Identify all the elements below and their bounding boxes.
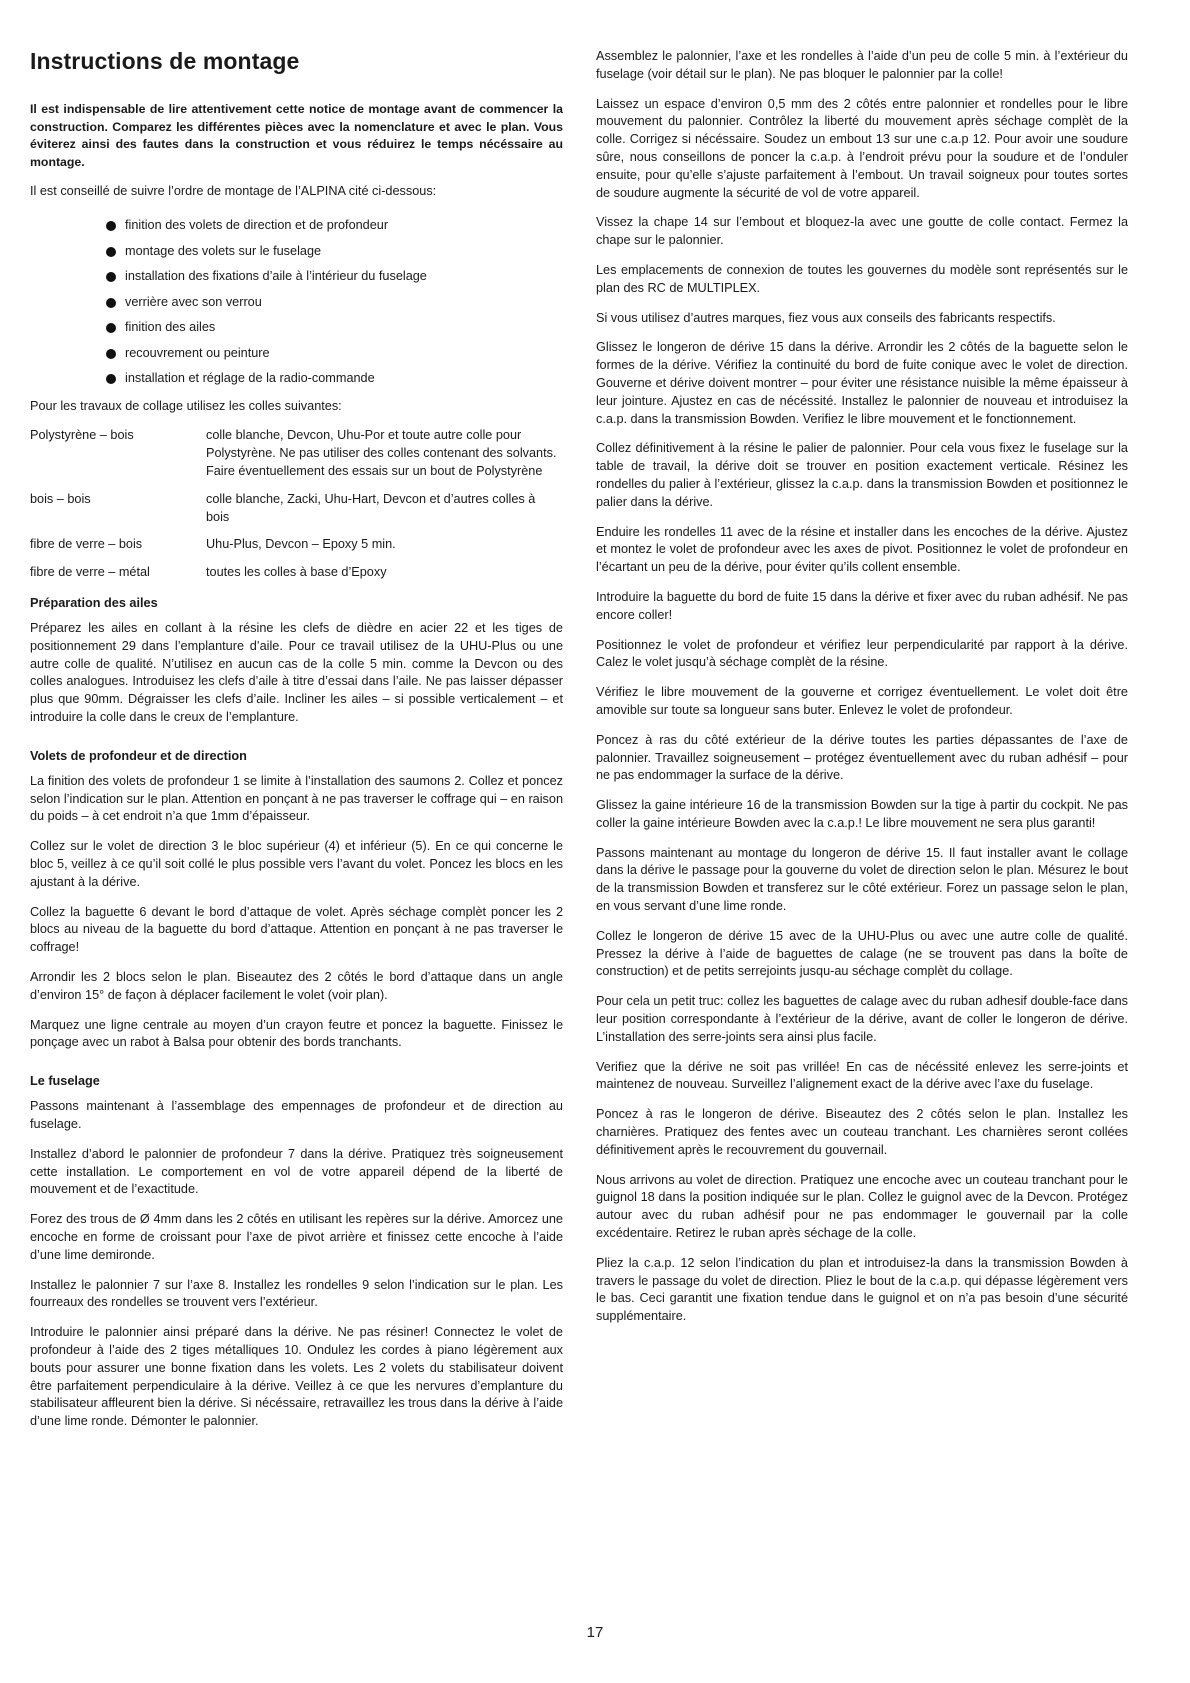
page-number: 17: [586, 1624, 604, 1641]
paragraph: Arrondir les 2 blocs selon le plan. Biseautez des 2 côtés le bord d’attaque dans un angle d’environ 15° de façon à déplacer facilement le volet (voir plan).: [30, 970, 563, 1002]
page-title: Instructions de montage: [30, 48, 300, 74]
section-heading-ailes: Préparation des ailes: [30, 596, 158, 611]
paragraph: Pour cela un petit truc: collez les baguettes de calage avec du ruban adhesif double-face dans leur position correspondante à l’extérieur de la dérive, avant de coller le longeron de dérive. L’installation des serre-joints sera ainsi plus facile.: [596, 994, 1128, 1044]
glue-row: [30, 427, 563, 480]
paragraph: Assemblez le palonnier, l’axe et les rondelles à l’aide d’un peu de colle 5 min. à l’extérieur du fuselage (voir détail sur le plan). Ne pas bloquer le palonnier par la colle!: [596, 49, 1128, 81]
paragraph: Glissez la gaine intérieure 16 de la transmission Bowden sur la tige à partir du cockpit. Ne pas coller la gaine intérieure Bowden avec la c.a.p.! Le libre mouvement ne sera plus garanti!: [596, 798, 1128, 830]
paragraph: Positionnez le volet de profondeur et vérifiez leur perpendicularité par rapport à la dérive. Calez le volet jusqu’à séchage complèt de la résine.: [596, 637, 1128, 670]
list-item: montage des volets sur le fuselage: [30, 239, 563, 265]
paragraph: Si vous utilisez d’autres marques, fiez vous aux conseils des fabricants respectifs.: [596, 310, 1056, 325]
paragraph: Forez des trous de Ø 4mm dans les 2 côtés en utilisant les repères sur la dérive. Amorcez une encoche en forme de croissant pour l’axe de pivot arrière et finissez cette encoche à l’aide d’une lime demironde.: [30, 1212, 563, 1262]
list-item: verrière avec son verrou: [30, 290, 563, 316]
section-heading-volets: Volets de profondeur et de direction: [30, 748, 247, 763]
paragraph: Introduire la baguette du bord de fuite 15 dans la dérive et fixer avec du ruban adhésif. Ne pas encore coller!: [596, 589, 1128, 622]
glue-row: [30, 564, 563, 582]
list-item: installation des fixations d’aile à l’intérieur du fuselage: [30, 264, 563, 290]
paragraph: Laissez un espace d’environ 0,5 mm des 2 côtés entre palonnier et rondelles pour le libre mouvement du palonnier. Contrôlez la liberté du mouvement après séchage complèt de la colle. Corrigez si nécéssaire. Soudez un embout 13 sur une c.a.p 12. Pour avoir une soudure sûre, nous conseillons de poncer la c.a.p. à l’endroit prévu pour la soudure et de l’onduler ensuite, pour qu’elle s’ajuste parfaitement à l’embout. Un travail soigneux pour toutes sortes de soudure augmente la sécurité de vol de votre appareil.: [596, 96, 1128, 200]
bullet-icon: [106, 349, 116, 359]
bullet-icon: [106, 323, 116, 333]
paragraph: Glissez le longeron de dérive 15 dans la dérive. Arrondir les 2 côtés de la baguette selon le formes de la dérive. Vérifiez la continuité du bord de fuite conique avec le volet de direction. Gouverne et dérive doivent montrer – pour éviter une résistance nuisible la même épaisseur à leur jointure. Ajustez en cas de nécéssité. Installez le palonnier de nouveau et introduisez la c.a.p. dans la transmission Bowden. Verifiez le libre mouvement et le fonctionnement.: [596, 340, 1128, 426]
left-column: [30, 48, 563, 1443]
paragraph: Pliez la c.a.p. 12 selon l’indication du plan et introduisez-la dans la transmission Bowden à travers le passage du volet de direction. Pliez le bout de la c.a.p. qui dépasse légèrement vers le bas. Ceci garantit une fixation tendue dans le guignol et on n’a pas besoin d’une sécurité supplémentaire.: [596, 1255, 1128, 1324]
intro-warning: Il est indispensable de lire attentivement cette notice de montage avant de commencer la construction. Comparez les différentes pièces avec la nomenclature et avec le plan. Vous éviterez ainsi des fautes dans la construction et vous réduirez le temps nécéssaire au montage.: [30, 102, 563, 169]
paragraph: Préparez les ailes en collant à la résine les clefs de dièdre en acier 22 et les tiges de positionnement 29 dans l’emplanture d’aile. Pour ce travail utilisez de la UHU-Plus ou une autre colle de qualité. N’utilisez en aucun cas de la colle 5 min. comme la Devcon ou des colles analogues. Introduisez les clefs d’aile à titre d’essai dans l’aile. Ne pas laisser dépasser plus que 90mm. Dégraisser les clefs d’aile. Incliner les ailes – si possible verticalement – et introduire la colle dans le creux de l’emplanture.: [30, 621, 563, 725]
glue-intro: Pour les travaux de collage utilisez les colles suivantes:: [30, 398, 342, 413]
bullet-icon: [106, 221, 116, 231]
paragraph: Collez la baguette 6 devant le bord d’attaque de volet. Après séchage complèt poncer les 2 blocs au niveau de la baguette du bord d’attaque. Attention en ponçant à ne pas traverser le coffrage!: [30, 904, 563, 955]
paragraph: Enduire les rondelles 11 avec de la résine et installer dans les encoches de la dérive. Ajustez et montez le volet de profondeur avec les axes de pivot. Positionnez le volet de profondeur en l’écartant un peu de la dérive, pour éviter qu’ils collent ensemble.: [596, 524, 1128, 575]
bullet-icon: [106, 247, 116, 257]
glue-type: colle blanche, Zacki, Uhu-Hart, Devcon et d’autres colles à bois: [206, 491, 536, 524]
list-item: finition des volets de direction et de profondeur: [30, 213, 563, 239]
glue-table: [30, 427, 563, 582]
list-item: finition des ailes: [30, 315, 563, 341]
paragraph: Vérifiez le libre mouvement de la gouverne et corrigez éventuellement. Le volet doit être amovible sur toute sa longueur sans buter. Enlevez le volet de profondeur.: [596, 685, 1128, 717]
glue-material: Polystyrène – bois: [30, 428, 134, 443]
glue-row: [30, 536, 563, 554]
glue-row: [30, 491, 563, 527]
paragraph: Collez sur le volet de direction 3 le bloc supérieur (4) et inférieur (5). En ce qui concerne le bloc 5, veillez à ce qu’il soit collé le plus possible vers l’avant du volet. Poncez les blocs en les ajustant à la dérive.: [30, 839, 563, 889]
order-intro: Il est conseillé de suivre l’ordre de montage de l’ALPINA cité ci-dessous:: [30, 184, 437, 199]
paragraph: Poncez à ras du côté extérieur de la dérive toutes les parties dépassantes de l’axe de palonnier. Travaillez soigneusement – protégez éventuellement avec du ruban adhésif – pour ne pas endommager la surface de la dérive.: [596, 732, 1128, 783]
paragraph: Verifiez que la dérive ne soit pas vrillée! En cas de nécéssité enlevez les serre-joints et maintenez de nouveau. Surveillez l’alignement exact de la dérive avec l’axe du fuselage.: [596, 1059, 1128, 1092]
paragraph: Marquez une ligne centrale au moyen d’un crayon feutre et poncez la baguette. Finissez le ponçage avec un rabot à Balsa pour obtenir des bords tranchants.: [30, 1017, 563, 1050]
paragraph: La finition des volets de profondeur 1 se limite à l’installation des saumons 2. Collez et poncez selon l’indication sur le plan. Attention en ponçant à ne pas traverser le coffrage qui – en raison du poids – à cet endroit n’a que 1mm d’épaisseur.: [30, 773, 563, 824]
paragraph: Installez d’abord le palonnier de profondeur 7 dans la dérive. Pratiquez très soigneusement cette installation. Le comportement en vol de votre appareil dépend de la liberté de mouvement et de l’exactitude.: [30, 1146, 563, 1197]
list-item: installation et réglage de la radio-commande: [30, 366, 563, 392]
paragraph: Vissez la chape 14 sur l’embout et bloquez-la avec une goutte de colle contact. Fermez la chape sur le palonnier.: [596, 215, 1128, 248]
paragraph: Passons maintenant à l’assemblage des empennages de profondeur et de direction au fuselage.: [30, 1099, 563, 1131]
glue-material: bois – bois: [30, 491, 91, 506]
paragraph: Poncez à ras le longeron de dérive. Biseautez des 2 côtés selon le plan. Installez les charnières. Pratiquez des fentes avec un couteau tranchant. Les charnières seront collées définitivement après le recouvrement du gouvernail.: [596, 1107, 1128, 1157]
list-item: recouvrement ou peinture: [30, 341, 563, 367]
glue-material: fibre de verre – bois: [30, 537, 143, 552]
paragraph: Introduire le palonnier ainsi préparé dans la dérive. Ne pas résiner! Connectez le volet de profondeur à l’aide des 2 tiges métalliques 10. Ondulez les cordes à piano légèrement aux bouts pour assurer une bonne fixation dans les volets. Les 2 volets du stabilisateur doivent être parfaitement perpendiculaire à la dérive. Veillez à ce que les nervures d’emplanture du stabilisateur affleurent bien la dérive. Si nécéssaire, retravaillez les trous dans la dérive à l’aide d’une lime ronde. Démonter le palonnier.: [30, 1325, 563, 1429]
glue-type: colle blanche, Devcon, Uhu-Por et toute autre colle pour Polystyrène. Ne pas utiliser des colles contenant des solvants. Faire éventuellement des essais sur un bout de Polystyrène: [206, 428, 557, 479]
paragraph: Passons maintenant au montage du longeron de dérive 15. Il faut installer avant le collage dans la dérive le passage pour la gouverne du volet de direction selon le plan. Mésurez le bout de la transmission Bowden et transferez sur le côté extérieur. Forez un passage selon le plan, en vous servant d’une lime ronde.: [596, 845, 1128, 914]
paragraph: Collez le longeron de dérive 15 avec de la UHU-Plus ou avec une autre colle de qualité. Pressez la dérive à l’aide de baguettes de calage (ne se trouvent pas dans la boîte de construction) et de petits serrejoints jusqu-au séchage complèt du collage.: [596, 928, 1128, 979]
glue-material: fibre de verre – métal: [30, 565, 150, 580]
bullet-icon: [106, 374, 116, 384]
right-column: [596, 48, 1128, 1338]
paragraph: Les emplacements de connexion de toutes les gouvernes du modèle sont représentés sur le plan des RC de MULTIPLEX.: [596, 262, 1128, 295]
bullet-icon: [106, 298, 116, 308]
assembly-order-list: [30, 213, 563, 392]
glue-type: Uhu-Plus, Devcon – Epoxy 5 min.: [206, 537, 396, 552]
bullet-icon: [106, 272, 116, 282]
paragraph: Nous arrivons au volet de direction. Pratiquez une encoche avec un couteau tranchant pour le guignol 18 dans la position indiquée sur le plan. Collez le guignol avec de la Devcon. Protégez autour avec du ruban adhésif pour ne pas endommager le gouvernail par la colle excédentaire. Retirez le ruban après séchage de la colle.: [596, 1172, 1128, 1241]
paragraph: Installez le palonnier 7 sur l’axe 8. Installez les rondelles 9 selon l’indication sur le plan. Les fourreaux des rondelles se trouvent vers l’extérieur.: [30, 1277, 563, 1310]
glue-type: toutes les colles à base d’Epoxy: [206, 565, 387, 580]
section-heading-fuselage: Le fuselage: [30, 1074, 100, 1089]
paragraph: Collez définitivement à la résine le palier de palonnier. Pour cela vous fixez le fuselage sur la table de travail, la dérive doit se trouver en position exactement verticale. Résinez les rondelles du palier à l’extérieur, glissez la c.a.p. dans la transmission Bowden et positionnez le palier dans la dérive.: [596, 441, 1128, 509]
